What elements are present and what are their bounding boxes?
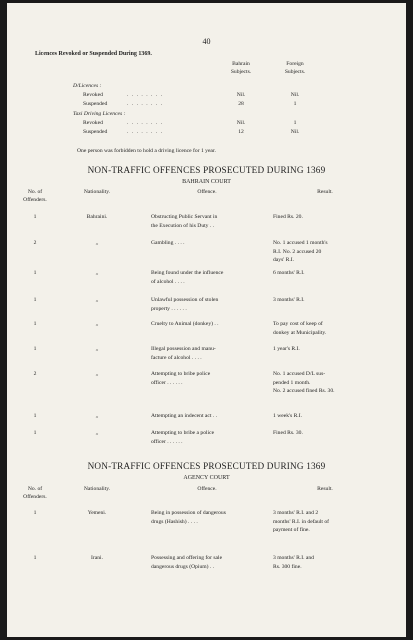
offence-line: Possessing and offering for sale (151, 555, 223, 561)
result-line: To pay cost of keep of (273, 321, 323, 327)
result (273, 429, 377, 438)
result-line: 3 months' R.I. and 2 (273, 510, 319, 516)
taxi-suspended-label: Suspended (83, 129, 108, 135)
result-line: No. 2 accused fined Rs. 30. (273, 388, 335, 395)
offence-line: Gambling . . . . (151, 240, 185, 246)
offenders-count: 1 (33, 346, 37, 352)
result (273, 509, 377, 535)
nationality: ,, (95, 297, 99, 303)
result (273, 296, 377, 305)
nationality: ,, (95, 346, 99, 352)
result (273, 320, 377, 337)
offenders-count: 2 (33, 371, 37, 377)
offence (151, 554, 263, 571)
nationality: Yemeni. (87, 510, 107, 516)
offence-line: Attempting to bribe police (151, 371, 211, 377)
offence-line: Being found under the influence (151, 270, 224, 276)
offence-line: Attempting an indecent act . . (151, 413, 218, 419)
offence-line: Obstructing Public Servant in (151, 214, 218, 220)
offence-line: the Execution of his Duty . . (151, 222, 215, 229)
result-line: 3 months' R.I. (273, 297, 305, 303)
result (273, 345, 377, 354)
taxi-revoked-label: Revoked (83, 120, 103, 126)
offenders-count: 1 (33, 214, 37, 220)
nationality: ,, (95, 240, 99, 246)
result (273, 554, 377, 571)
offence (151, 269, 263, 286)
page-number: 40 (202, 37, 211, 46)
leader-dots: . . . . . . . . (127, 120, 163, 126)
offenders-count: 1 (33, 555, 37, 561)
offenders-count: 1 (33, 321, 37, 327)
offence (151, 320, 263, 329)
offence (151, 370, 263, 387)
offence-line: Cruelty to Animal (donkey) . . (151, 321, 219, 327)
nationality: ,, (95, 371, 99, 377)
taxi-suspended-bahrain: 12 (238, 129, 244, 135)
offenders-count: 1 (33, 270, 37, 276)
dl-suspended-foreign: 1 (293, 101, 297, 107)
result-line: 1 year's R.I. (273, 346, 300, 352)
leader-dots: . . . . . . . . (127, 92, 163, 98)
nationality: ,, (95, 413, 99, 419)
offence-line: dangerous drugs (Opium) . . (151, 563, 215, 570)
header-result: Result. (317, 189, 333, 195)
result (273, 370, 377, 396)
offence-line: Attempting to bribe a police (151, 430, 215, 436)
result-line: Fined Rs. 20. (273, 214, 303, 220)
result-line: Rs. 300 fine. (273, 563, 302, 570)
nationality: Irani. (91, 555, 103, 561)
nationality: ,, (95, 270, 99, 276)
taxi-revoked-bahrain: Nil. (236, 120, 246, 126)
licences-heading: Licences Revoked or Suspended During 1369. (35, 51, 152, 57)
offence-line: property . . . . . . (151, 305, 187, 312)
result-line: days' R.I. (273, 257, 295, 264)
offenders-count: 1 (33, 430, 37, 436)
nationality: ,, (95, 321, 99, 327)
result-line: payment of fine. (273, 527, 310, 534)
dl-licences-label: D/Licences : (73, 83, 102, 89)
agency-court-subtitle: AGENCY COURT (183, 475, 230, 481)
leader-dots: . . . . . . . . (127, 129, 163, 135)
header-no-offenders: No. of Offenders. (23, 189, 47, 203)
leader-dots: . . . . . . . . (127, 101, 163, 107)
col-header-bahrain: Bahrain Subjects. (230, 61, 252, 75)
dl-suspended-bahrain: 28 (238, 101, 244, 107)
taxi-suspended-foreign: Nil. (290, 129, 300, 135)
taxi-revoked-foreign: 1 (293, 120, 297, 126)
offence (151, 429, 263, 446)
offence-line: Illegal possession and manu- (151, 346, 216, 352)
bahrain-court-subtitle: BAHRAIN COURT (182, 179, 231, 185)
offenders-count: 1 (33, 510, 37, 516)
result-line: donkey at Municipality. (273, 329, 327, 336)
result (273, 213, 377, 222)
offence (151, 412, 263, 421)
taxi-licences-label: Taxi Driving Licences : (73, 111, 126, 117)
header-offence: Offence. (197, 189, 217, 195)
result-line: No. 1 accused 1 month's (273, 240, 328, 246)
offence-line: Being in possession of dangerous (151, 510, 226, 516)
offenders-count: 2 (33, 240, 37, 246)
offenders-count: 1 (33, 413, 37, 419)
offence-line: of alcohol . . . . (151, 278, 185, 285)
dl-suspended-label: Suspended (83, 101, 108, 107)
offence (151, 239, 263, 248)
result-line: 1 week's R.I. (273, 413, 302, 419)
result-line: 3 months' R.I. and (273, 555, 314, 561)
document-page (7, 3, 406, 637)
dl-revoked-bahrain: Nil. (236, 92, 246, 98)
licence-note: One person was forbidden to hold a driving licence for 1 year. (77, 148, 216, 154)
header-nationality: Nationality. (83, 189, 111, 195)
nationality: Bahraini. (86, 214, 108, 220)
result-line: Fined Rs. 30. (273, 430, 303, 436)
agency-court-title: NON-TRAFFIC OFFENCES PROSECUTED DURING 1369 (87, 461, 326, 471)
dl-revoked-foreign: Nil. (290, 92, 300, 98)
dl-revoked-label: Revoked (83, 92, 103, 98)
offence (151, 213, 263, 230)
header-offence: Offence. (197, 486, 217, 492)
offence (151, 296, 263, 313)
result-line: pended 1 month. (273, 379, 311, 386)
bahrain-court-title: NON-TRAFFIC OFFENCES PROSECUTED DURING 1369 (87, 165, 326, 175)
offence-line: facture of alcohol . . . . (151, 354, 202, 361)
result-line: R.I. No. 2 accused 20 (273, 248, 322, 255)
result (273, 239, 377, 265)
nationality: ,, (95, 430, 99, 436)
offence-line: officer . . . . . . (151, 438, 183, 445)
header-no-offenders: No. of Offenders. (23, 486, 47, 500)
offence-line: officer . . . . . . (151, 379, 183, 386)
offenders-count: 1 (33, 297, 37, 303)
result-line: 6 months' R.I. (273, 270, 305, 276)
col-header-foreign: Foreign Subjects. (284, 61, 306, 75)
offence (151, 509, 263, 526)
result-line: months' R.I. in default of (273, 518, 330, 525)
result (273, 412, 377, 421)
header-nationality: Nationality. (83, 486, 111, 492)
offence (151, 345, 263, 362)
header-result: Result. (317, 486, 333, 492)
offence-line: Unlawful possession of stolen (151, 297, 219, 303)
result (273, 269, 377, 278)
result-line: No. 1 accused D/L sus- (273, 371, 326, 377)
offence-line: drugs (Hashish) . . . . (151, 518, 198, 525)
